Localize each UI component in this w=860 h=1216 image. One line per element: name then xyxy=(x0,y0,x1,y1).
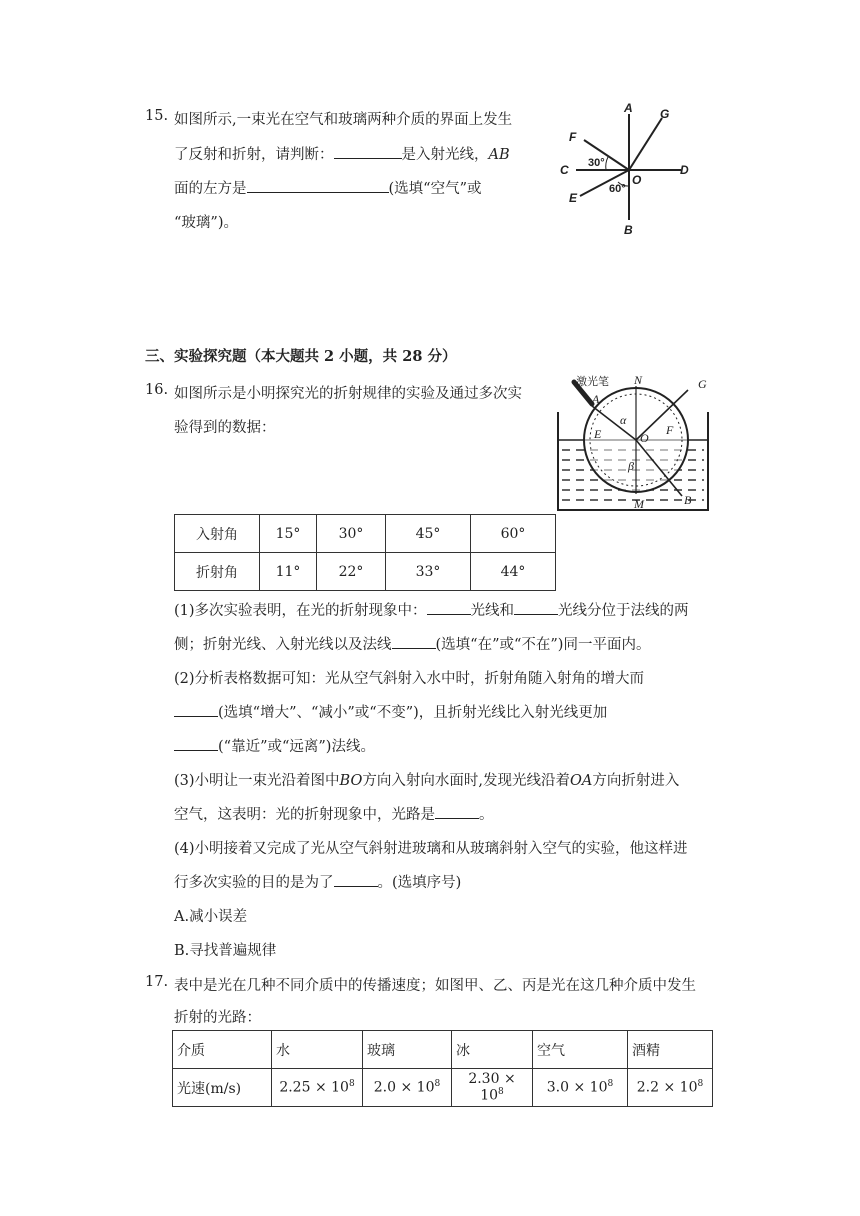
question-number: 17. xyxy=(145,974,169,990)
answer-blank[interactable] xyxy=(334,157,402,159)
table-row xyxy=(173,1031,713,1069)
header-cell: 介质 xyxy=(173,1031,272,1069)
label-o: O xyxy=(640,431,649,445)
label-f: F xyxy=(569,130,577,144)
sub-question-3: (3)小明让一束光沿着图中BO方向入射向水面时,发现光线沿着OA方向折射进入 xyxy=(174,773,680,789)
answer-blank[interactable] xyxy=(392,647,436,649)
label-b: B xyxy=(624,223,633,237)
sub-question-4-cont: 行多次实验的目的是为了 。(选填序号) xyxy=(174,875,462,891)
header-cell: 冰 xyxy=(452,1031,533,1069)
table-cell: 33° xyxy=(386,553,471,591)
answer-blank[interactable] xyxy=(427,613,471,615)
answer-blank[interactable] xyxy=(174,715,218,717)
question-text: 面的左方是 (选填“空气”或 xyxy=(174,181,482,197)
refraction-experiment-figure xyxy=(554,372,714,514)
header-cell: 酒精 xyxy=(628,1031,713,1069)
row-header: 光速(m/s) xyxy=(173,1069,272,1107)
speed-cell-ice: $2.30 \times 10^8$ xyxy=(452,1069,533,1107)
table-row xyxy=(173,1069,713,1107)
header-cell: 水 xyxy=(272,1031,363,1069)
row-header: 折射角 xyxy=(175,553,260,591)
label-n: N xyxy=(634,373,643,387)
table-row xyxy=(175,515,556,553)
answer-blank[interactable] xyxy=(334,885,378,887)
sub-question-3-cont: 空气，这表明：光的折射现象中，光路是 。 xyxy=(174,807,494,823)
speed-cell-water: $2.25 \times 10^8$ xyxy=(272,1069,363,1107)
answer-blank[interactable] xyxy=(514,613,558,615)
question-text: 如图所示是小明探究光的折射规律的实验及通过多次实 xyxy=(174,386,522,402)
answer-blank[interactable] xyxy=(247,191,389,193)
question-text: 如图所示,一束光在空气和玻璃两种介质的界面上发生 xyxy=(174,112,513,128)
angle-60: 60° xyxy=(609,183,626,195)
sub-question-1: (1)多次实验表明，在光的折射现象中： 光线和 光线分位于法线的两 xyxy=(174,603,689,619)
header-cell: 玻璃 xyxy=(363,1031,452,1069)
question-text: 验得到的数据： xyxy=(174,420,276,436)
table-cell: 11° xyxy=(260,553,317,591)
sub-question-4: (4)小明接着又完成了光从空气斜射进玻璃和从玻璃斜射入空气的实验，他这样进 xyxy=(174,841,688,857)
answer-blank[interactable] xyxy=(174,749,218,751)
table-row xyxy=(175,553,556,591)
label-a: A xyxy=(624,101,633,115)
table-cell: 30° xyxy=(317,515,386,553)
label-alpha: α xyxy=(620,413,627,427)
question-text: 表中是光在几种不同介质中的传播速度；如图甲、乙、丙是光在这几种介质中发生 xyxy=(174,978,696,994)
label-o: O xyxy=(632,173,642,187)
header-cell: 空气 xyxy=(533,1031,628,1069)
reflection-refraction-figure xyxy=(556,100,706,240)
question-number: 16. xyxy=(145,382,169,398)
table-cell: 45° xyxy=(386,515,471,553)
question-text: “玻璃”)。 xyxy=(174,215,238,231)
table-cell: 22° xyxy=(317,553,386,591)
table-cell: 60° xyxy=(471,515,556,553)
question-text: 折射的光路： xyxy=(174,1010,261,1026)
speed-cell-air: $3.0 \times 10^8$ xyxy=(533,1069,628,1107)
label-g: G xyxy=(660,107,670,121)
sub-question-2: (2)分析表格数据可知：光从空气斜射入水中时，折射角随入射角的增大而 xyxy=(174,671,645,687)
row-header: 入射角 xyxy=(175,515,260,553)
question-number: 15. xyxy=(145,108,169,124)
angle-30: 30° xyxy=(588,157,605,169)
label-d: D xyxy=(680,163,689,177)
option-b[interactable]: B.寻找普遍规律 xyxy=(174,943,277,959)
sub-question-2-cont: (“靠近”或“远离”)法线。 xyxy=(174,735,375,756)
label-a: A xyxy=(592,392,600,406)
speed-cell-glass: $2.0 \times 10^8$ xyxy=(363,1069,452,1107)
label-e: E xyxy=(569,191,578,205)
ray-og xyxy=(629,118,662,170)
label-c: C xyxy=(560,163,569,177)
speed-cell-alcohol: $2.2 \times 10^8$ xyxy=(628,1069,713,1107)
label-b: B xyxy=(684,493,692,507)
angle-data-table xyxy=(174,514,556,591)
sub-question-2-cont: (选填“增大”、“减小”或“不变”)，且折射光线比入射光线更加 xyxy=(174,701,607,722)
label-m: M xyxy=(634,497,644,511)
table-cell: 15° xyxy=(260,515,317,553)
label-beta: β xyxy=(628,459,634,473)
sub-question-1-cont: 侧；折射光线、入射光线以及法线 (选填“在”或“不在”)同一平面内。 xyxy=(174,637,651,653)
question-text: 了反射和折射，请判断： 是入射光线，AB xyxy=(174,147,510,163)
label-f: F xyxy=(666,423,674,437)
section-heading: 三、实验探究题（本大题共 2 小题，共 28 分） xyxy=(145,348,457,365)
table-cell: 44° xyxy=(471,553,556,591)
laser-pen-label: 激光笔 xyxy=(576,376,609,388)
label-g: G xyxy=(698,377,707,391)
option-a[interactable]: A.减小误差 xyxy=(174,909,248,925)
label-e: E xyxy=(594,427,602,441)
answer-blank[interactable] xyxy=(435,817,479,819)
light-speed-table xyxy=(172,1030,713,1107)
